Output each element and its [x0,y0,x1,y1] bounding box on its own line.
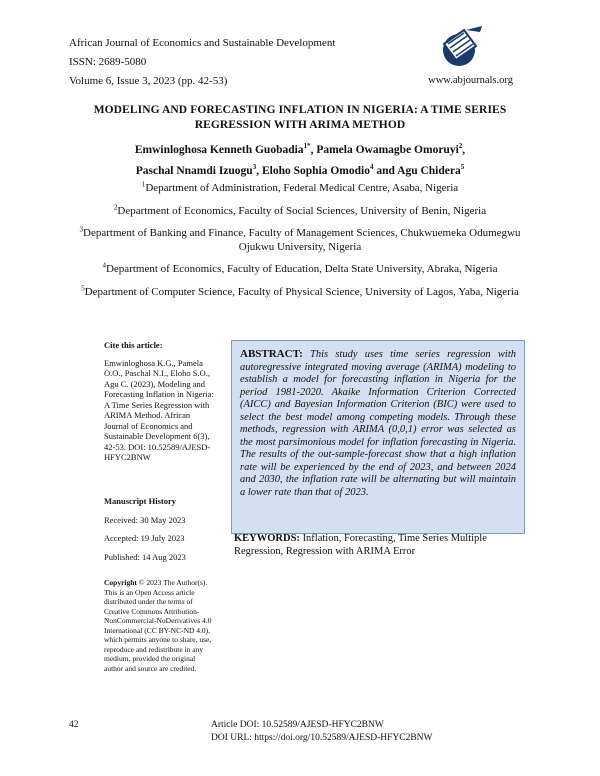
cite-text: Emwinloghosa K.G., Pamela O.O., Paschal N.I., Eloho S.O., Agu C. (2023), Modeling and Forecasting Inflation in Nigeria: A Time Series Regression with ARIMA Method. African Journal of Economics and Sustainable Development 6(3), 42-53. DOI: 10.52589/AJESD-HFYC2BNW [104,357,214,462]
author-sup: 2 [458,142,463,151]
page-number: 42 [69,720,79,730]
author-name: Emwinloghosa Kenneth Guobadia [134,144,304,156]
author-sup: 5 [460,163,465,172]
affiliation-list [70,182,530,308]
copyright-text: © 2023 The Author(s). This is an Open Access article distributed under the terms of Creative Commons Attribution-NonCommercial-NoDerivatives 4.0 International (CC BY-NC-ND 4.0), which permits anyone to share, use, reproduce and redistribute in any medium, provided the original author and source are credited. [104,578,212,673]
history-heading: Manuscript History [104,496,177,506]
author-sup: 1* [303,142,311,151]
author-name: Eloho Sophia Omodio [261,165,370,177]
author-list: Emwinloghosa Kenneth Guobadia$^{1*}$, Pamela Owamagbe Omoruyi$^2$, Paschal Nnamdi Izuogu$^3$, Eloho Sophia Omodio$^4$ and Agu Chidera$^5$ [134,142,466,177]
author-name: Pamela Owamagbe Omoruyi [316,144,459,156]
journal-name: African Journal of Economics and Sustainable Development [69,37,336,49]
doi-url-link[interactable]: DOI URL: https://doi.org/10.52589/AJESD-HFYC2BNW [211,733,433,743]
keywords [234,532,526,558]
keywords-label: KEYWORDS: [234,533,300,544]
affiliation-item: $^5$Department of Computer Science, Faculty of Physical Science, University of Lagos, Yaba, Nigeria [81,283,519,298]
website-link[interactable]: www.abjournals.org [428,75,513,86]
copyright-notice [104,578,214,673]
copyright-label: Copyright [104,578,137,587]
author-name: Agu Chidera [397,165,461,177]
abstract-text: This study uses time series regression with autoregressive integrated moving average (ARIMA) modeling to establish a model for forecasting inflation in Nigeria for the period 1981-2020. Akaike Information Criterion Corrected (AICC) and Bayesian Information Criterion (BIC) were used to select the best model among competing models. Through these methods, regression with ARIMA (0,0,1) error was selected as the most parsimonious model for inflation forecasting in Nigeria. The results of the out-sample-forecast show that a high inflation rate will be experienced by the end of 2023, and between 2024 and 2030, the inflation rate will be alternating but will maintain a lower rate than that of 2023. [240,349,517,498]
volume-info: Volume 6, Issue 3, 2023 (pp. 42-53) [69,75,228,87]
accepted-date: Accepted: 19 July 2023 [104,533,185,543]
paper-title: MODELING AND FORECASTING INFLATION IN NIGERIA: A TIME SERIES REGRESSION WITH ARIMA METHOD [93,104,507,131]
affiliation-item: $^3$Department of Banking and Finance, Faculty of Management Sciences, Chukwuemeka Odumegwu Ojukwu University, Nigeria [79,225,521,253]
issn: ISSN: 2689-5080 [69,56,147,68]
cite-section [104,340,214,463]
author-sup: 4 [369,163,374,172]
abstract-box [231,340,525,534]
keywords-text: Inflation, Forecasting, Time Series Multiple Regression, Regression with ARIMA Error [234,533,487,557]
affiliation-item: $^4$Department of Economics, Faculty of Education, Delta State University, Abraka, Nigeria [102,261,498,275]
received-date: Received: 30 May 2023 [104,514,186,525]
journal-logo-icon [436,24,486,72]
manuscript-history [104,496,214,562]
cite-heading: Cite this article: [104,340,163,350]
abstract-label: ABSTRACT: [240,348,303,360]
article-doi: Article DOI: 10.52589/AJESD-HFYC2BNW [211,720,384,730]
published-date: Published: 14 Aug 2023 [104,551,186,562]
affiliation-item: $^2$Department of Economics, Faculty of Social Sciences, University of Benin, Nigeria [113,202,487,217]
affiliation-item: $^1$Department of Administration, Federal Medical Centre, Asaba, Nigeria [141,180,459,194]
author-name: Paschal Nnamdi Izuogu [135,165,253,177]
author-sup: 3 [252,163,257,172]
